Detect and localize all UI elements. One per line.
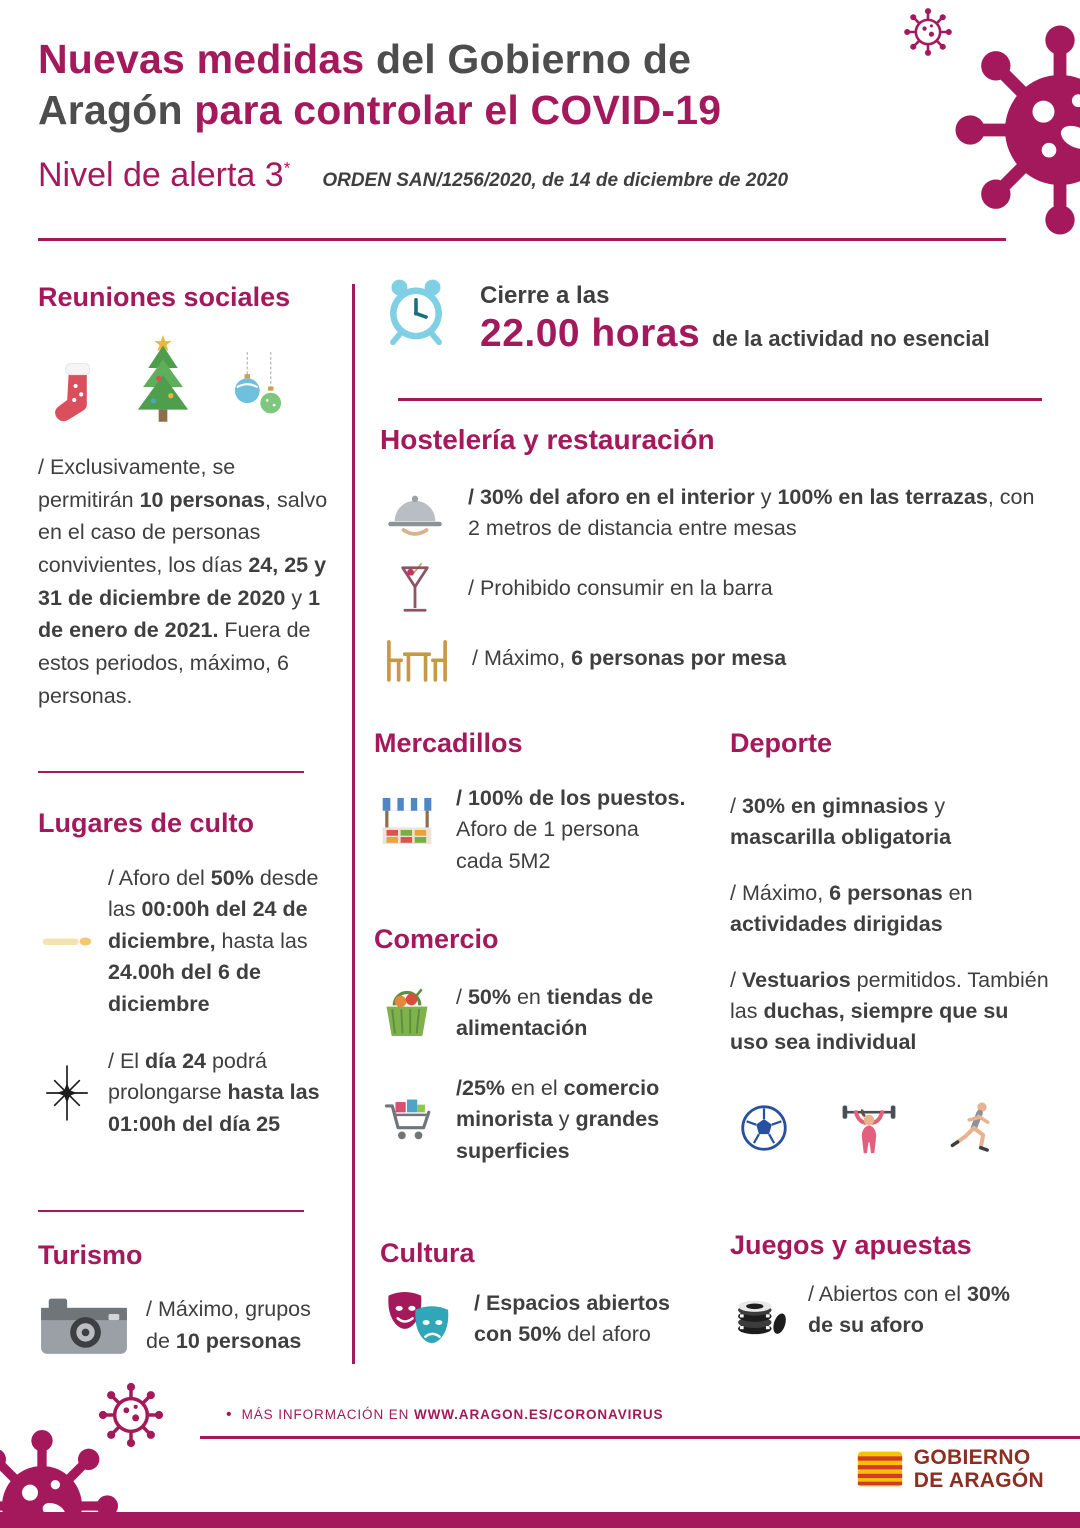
theater-masks-icon [380, 1287, 458, 1351]
section-lugares-de-culto [38, 808, 340, 1140]
table-chairs-icon [380, 631, 454, 686]
cocktail-icon [380, 561, 450, 617]
deporte-item-2: / Máximo, 6 personas en actividades dirigidas [730, 880, 973, 937]
divider [352, 284, 355, 1364]
juegos-item: / Abiertos con el 30% de su aforo [808, 1282, 1010, 1338]
section-deporte [730, 728, 1052, 1161]
comercio-item-1: / 50% en tiendas de alimentación [456, 984, 654, 1040]
closing-time: 22.00 horas [480, 312, 701, 355]
lugares-item-1: / Aforo del 50% desde las 00:00h del 24 de diciembre, hasta las 24.00h del 6 de diciembre [108, 866, 319, 1016]
measure-item [380, 1287, 724, 1351]
christmas-tree-icon [124, 333, 202, 429]
lugares-item-2: / El día 24 podrá prolongarse hasta las 01:00h del día 25 [108, 1048, 320, 1136]
section-cultura [380, 1238, 724, 1351]
alert-level [38, 156, 290, 195]
sport-icons-row [736, 1095, 1004, 1161]
food-basket-icon [374, 981, 440, 1045]
alert-level-text: Nivel de alerta 3 [38, 155, 284, 194]
header [38, 34, 908, 195]
soccer-ball-icon [736, 1100, 792, 1156]
measure-item [38, 1291, 340, 1360]
divider [398, 398, 1042, 401]
section-heading: Reuniones sociales [38, 282, 291, 312]
market-stall-icon [374, 783, 440, 853]
measure-item [380, 631, 1048, 686]
closing-time-banner [380, 276, 1048, 356]
reuniones-body: / Exclusivamente, se permitirán 10 personas, salvo en el caso de personas convivientes, los días 24, 25 y 31 de diciembre de 2020 y 1 de enero de 2021. Fuera de estos periodos, máximo, 6 personas. [38, 455, 328, 708]
bullet: • [226, 1406, 232, 1423]
section-heading: Juegos y apuestas [730, 1230, 972, 1260]
measure-item [730, 1279, 1052, 1342]
measure-item [38, 863, 340, 1020]
alert-row [38, 156, 908, 195]
christmas-icons-row [42, 329, 336, 429]
virus-icon [950, 20, 1080, 240]
section-heading: Deporte [730, 728, 833, 758]
measure-item [374, 1073, 706, 1167]
candle-icon [38, 930, 96, 953]
closing-line [480, 312, 990, 356]
more-info-text [242, 1407, 664, 1422]
closing-rest: de la actividad no esencial [712, 326, 990, 351]
divider [38, 238, 1006, 241]
cloche-icon [380, 488, 450, 539]
footer-info [226, 1406, 663, 1424]
section-hosteleria [380, 424, 1048, 686]
casino-chips-icon [730, 1279, 792, 1341]
closing-time-text [480, 276, 990, 356]
stocking-icon [42, 357, 98, 429]
section-juegos-y-apuestas [730, 1230, 1052, 1342]
logo-text [914, 1446, 1044, 1492]
page-title [38, 34, 908, 136]
gobierno-de-aragon-logo [856, 1446, 1044, 1492]
section-heading: Cultura [380, 1238, 475, 1268]
weightlifter-icon [836, 1095, 902, 1161]
aragon-flag-icon [856, 1450, 904, 1488]
alarm-clock-icon [380, 276, 452, 348]
section-turismo [38, 1240, 340, 1360]
runner-icon [946, 1099, 1004, 1157]
section-reuniones-sociales [38, 282, 336, 712]
section-mercadillos [374, 728, 692, 877]
section-heading: Comercio [374, 924, 499, 954]
divider [38, 1210, 304, 1212]
deporte-item-3: / Vestuarios permitidos. También las duchas, siempre que su uso sea individual [730, 967, 1049, 1055]
title-line-1: Nuevas medidas del Gobierno de [38, 36, 692, 82]
alert-asterisk: * [283, 158, 291, 178]
measure-item [374, 981, 706, 1045]
virus-icon [902, 6, 954, 58]
measure-item [380, 482, 1048, 545]
title-line-2: Aragón para controlar el COVID-19 [38, 86, 722, 133]
section-heading: Mercadillos [374, 728, 523, 758]
turismo-item: / Máximo, grupos de 10 personas [146, 1297, 311, 1353]
bottom-accent-bar [0, 1512, 1080, 1528]
measure-item [380, 561, 1048, 617]
cultura-item: / Espacios abiertos con 50% del aforo [474, 1290, 670, 1346]
order-reference: ORDEN SAN/1256/2020, de 14 de diciembre de 2020 [322, 169, 789, 191]
section-heading: Lugares de culto [38, 808, 255, 838]
mercadillos-item: / 100% de los puestos. Aforo de 1 persona cada 5M2 [456, 786, 686, 873]
hosteleria-item-3: / Máximo, 6 personas por mesa [472, 645, 787, 670]
hosteleria-item-1: / 30% del aforo en el interior y 100% en las terrazas, con 2 metros de distancia entre mesas [468, 485, 1035, 541]
divider [200, 1436, 1080, 1439]
measure-item [38, 1046, 340, 1140]
baubles-icon [228, 351, 290, 429]
section-heading: Turismo [38, 1240, 143, 1270]
hosteleria-item-2: / Prohibido consumir en la barra [468, 576, 773, 601]
star-icon [38, 1065, 96, 1121]
coronavirus-url: WWW.ARAGON.ES/CORONAVIRUS [413, 1407, 664, 1422]
more-info-prefix: MÁS INFORMACIÓN EN [241, 1407, 414, 1422]
shopping-cart-icon [374, 1088, 440, 1152]
deporte-item-1: / 30% en gimnasios y mascarilla obligatoria [730, 794, 952, 850]
measure-item [374, 783, 692, 877]
closing-intro: Cierre a las [480, 282, 610, 309]
logo-line-1: GOBIERNO [913, 1446, 1031, 1469]
camera-icon [38, 1291, 130, 1360]
logo-line-2: DE ARAGÓN [913, 1469, 1044, 1493]
divider [38, 771, 304, 773]
section-heading: Hostelería y restauración [380, 424, 715, 455]
comercio-item-2: /25% en el comercio minorista y grandes superficies [456, 1076, 660, 1163]
section-comercio [374, 924, 706, 1167]
